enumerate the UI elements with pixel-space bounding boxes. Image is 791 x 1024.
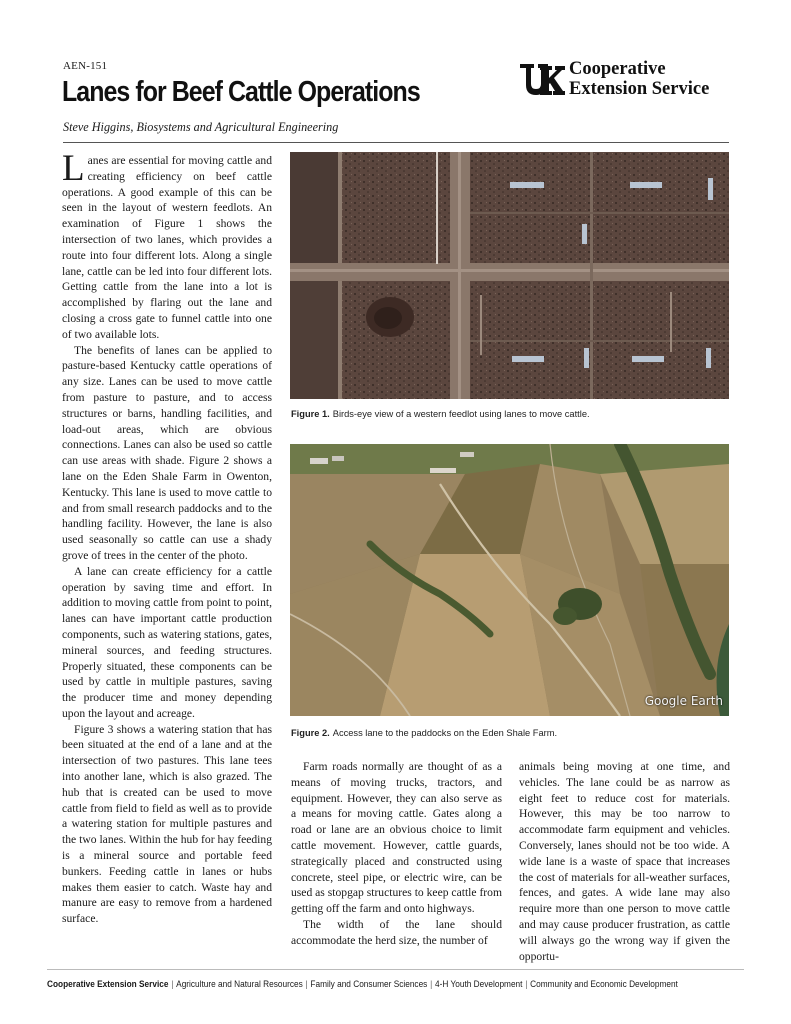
paragraph-5: Farm roads normally are thought of as a means of moving trucks, tractors, and equipment. However, they can also serve as a means for moving cattle. Gates along a road or lane are an obvious choice to limit cattle movement. However, cattle guards, strategically placed and constructed using concrete, steel pipe, or electric wire, can be used as stopgap structures to keep cattle from getting off the farm and onto highways. [291,760,502,916]
logo-text-line2: Extension Service [569,79,710,99]
document-number: AEN-151 [63,60,108,72]
footer [47,979,688,989]
footer-separator: | [171,979,174,989]
page-title: Lanes for Beef Cattle Operations [62,76,420,108]
column-3 [519,759,730,964]
paragraph-2: The benefits of lanes can be applied to pasture-based Kentucky cattle operations of any size. Lanes can be used to move cattle from pasture to pasture, and to access structures or barns, handling facilities, and load-out areas, which are obvious connections. Lanes can also be used so cattle can use areas with shade. Figure 2 shows a lane on the Eden Shale Farm in Owenton, Kentucky. This lane is used to move cattle to and from small research paddocks and to the handling facility. However, the lane is also used seasonally so cattle can use a shady grove of trees in the center of the photo. [62,343,272,562]
footer-separator: | [525,979,528,989]
uk-logo-mark-icon [518,60,566,98]
column-2 [291,759,502,949]
footer-separator: | [430,979,433,989]
footer-item: Agriculture and Natural Resources [176,979,303,989]
uk-extension-logo [518,58,733,102]
author-line: Steve Higgins, Biosystems and Agricultural Engineering [63,120,339,134]
figure-2-caption-text: Access lane to the paddocks on the Eden Shale Farm. [332,728,558,738]
farm-aerial-photo [290,444,729,716]
figure-2-image [290,444,729,716]
figure-1-label: Figure 1. [291,409,330,419]
map-watermark: Google Earth [644,694,723,708]
figure-1-caption-text: Birds-eye view of a western feedlot using lanes to move cattle. [332,409,590,419]
paragraph-3: A lane can create efficiency for a cattle operation by saving time and effort. In addition to moving cattle from point to point, lanes can have important cattle production components, such as watering stations, gates, mineral sources, and feeding structures. Properly situated, these components can be used by cattle in multiple pastures, saving the producer time and money depending upon the layout and acreage. [62,564,272,720]
header-rule [63,142,729,143]
logo-text-line1: Cooperative [569,59,666,79]
figure-1-caption [291,409,590,419]
paragraph-1 [62,148,272,343]
figure-1-image [290,152,729,399]
footer-brand: Cooperative Extension Service [47,979,169,989]
figure-2-label: Figure 2. [291,728,330,738]
paragraph-6: The width of the lane should accommodate the herd size, the number of [291,917,502,947]
drop-cap: L [62,148,85,189]
figure-2-caption [291,728,557,738]
footer-item: Community and Economic Development [530,979,678,989]
footer-item: Family and Consumer Sciences [310,979,428,989]
paragraph-4: Figure 3 shows a watering station that has been situated at the end of a lane and at the intersection of two pastures. This lane tees into another lane, which is also grazed. The hub that is created can be used to move cattle from field to field as well as to provide a watering station for multiple pastures and the two lanes. Within the hub for hay feeding is a mineral source and portable feed bunkers. Feeding cattle in lanes or hubs makes them easier to catch. Waste hay and manure are easy to remove from a hardened surface. [62,722,272,926]
paragraph-1-text: anes are essential for moving cattle and creating efficiency on beef cattle operations. A good example of this can be seen in the layout of western feedlots. An examination of Figure 1 shows the intersection of two lanes, which provides a route into four different lots. Along a single lane, cattle can be led into four different lots. Getting cattle from the lane into a lot is accomplished by flaring out the lane and closing a cross gate to funnel cattle into one of two available lots. [62,154,272,341]
footer-separator: | [305,979,308,989]
column-1 [62,148,272,927]
feedlot-aerial-photo [290,152,729,399]
footer-item: 4-H Youth Development [434,979,523,989]
paragraph-7: animals being moving at one time, and vehicles. The lane could be as narrow as eight feet to reduce cost for materials. However, this may be too narrow to accommodate farm equipment and vehicles. Conversely, lanes should not be too wide. A wide lane is a waste of space that increases the cost of materials for all-weather surfaces, fences, and gates. A wide lane may also require more than one person to move cattle and may cause producer frustration, as cattle will always go the wrong way if given the opportu- [519,760,730,963]
footer-rule [47,969,744,970]
